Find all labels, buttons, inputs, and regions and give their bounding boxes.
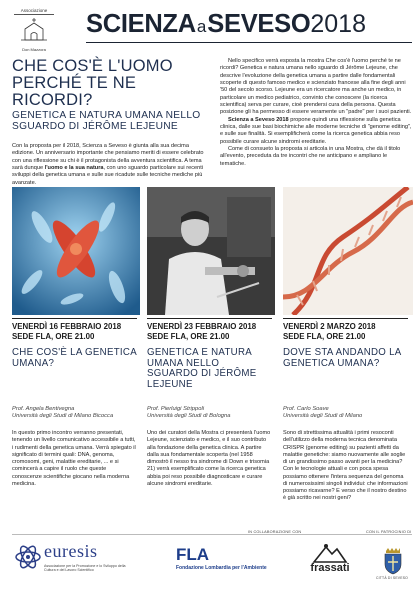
title-seveso: SEVESO	[207, 10, 311, 38]
event-3	[283, 318, 408, 502]
intro-text: Con la proposta per il 2018, Scienza a Seveso è giunta alla sua decima edizione. Un anniversario importante che pensiamo meriti di essere celebrato con una riflessione su chi è il protagonista della avventura scientifica. A tema sarà dunque	[12, 143, 204, 172]
description-p2	[220, 117, 412, 146]
intro-bold: l'uomo e la sua natura	[44, 165, 104, 172]
description-p1: Nello specifico verrà esposta la mostra Che cos'è l'uomo perché te ne ricordi? Genetica e natura umana nello sguardo di Jérôme Lejeune, che descrive l'evoluzione della genetica umana a partire dalle fondamentali scoperte di questo famoso medico e scienziato francese alla fine degli anni '50 del secolo scorso. Lejeune era un ricercatore ma anche un medico, in particolare un medico pediatrico, convinto che conoscere (la ricerca scientifica) serva per curare, cioè prendersi cura della persona. Questa posizione gli ha permesso di essere veramente un "padre" per i suoi pazienti.	[220, 58, 412, 116]
frassati-logo	[300, 543, 360, 583]
event-2	[147, 318, 272, 487]
intro-paragraph	[12, 143, 208, 187]
comune-label: CITTÀ DI SEVESO	[376, 576, 409, 580]
title-rule	[86, 42, 412, 43]
event-2-speaker	[147, 406, 230, 420]
frassati-name: frassati	[310, 562, 350, 574]
fla-name: FLA	[176, 545, 210, 564]
event-title	[86, 10, 366, 39]
association-name: Don Mazzora	[22, 47, 46, 52]
event-3-speaker-name: Prof. Carlo Soave	[283, 406, 329, 412]
event-2-date	[147, 318, 272, 341]
title-year: 2018	[310, 10, 366, 38]
description-p2-bold: Scienza a Seveso 2018	[228, 116, 289, 123]
fla-logo	[176, 545, 276, 579]
footer-rule	[12, 534, 412, 535]
event-3-affiliation: Università degli Studi di Milano	[283, 413, 363, 420]
description-p2-text: propone quindi una riflessione sulla genetica clinica, dalle sue basi biochimiche alle moderne tecniche di "genome editing", e sulle sue finalità. Si esemplificherà come la ricerca genetica abbia reso possibile curare alcune sindromi ereditarie.	[220, 116, 412, 145]
event-3-day: VENERDÌ 2 MARZO 2018	[283, 322, 376, 331]
description-p3: Come di consueto la proposta si articola in una Mostra, che dà il titolo all'evento, preceduta da tre incontri che ne anticipano e ampliano le tematiche.	[220, 146, 401, 167]
mountain-climber-icon	[312, 543, 348, 563]
headline: CHE COS'È L'UOMO PERCHÉ TE NE RICORDI?	[12, 57, 173, 109]
event-3-date	[283, 318, 408, 341]
collab-label: IN COLLABORAZIONE CON	[248, 530, 302, 534]
dna-helix-image	[283, 187, 413, 315]
euresis-icon	[14, 543, 42, 571]
lejeune-photo	[147, 187, 275, 315]
patronage-label: CON IL PATROCINIO DI	[366, 530, 412, 534]
subheadline: GENETICA E NATURA UMANA NELLO SGUARDO DI JÉRÔME LEJEUNE	[12, 110, 201, 132]
event-3-place: SEDE FLA, ORE 21.00	[283, 331, 366, 341]
event-3-description: Sono di strettissima attualità i primi resoconti dell'utilizzo della moderna tecnica denominata CRISPR (genome editing) su pazienti affetti da malattie genetiche: siamo nuovamente alle soglie di un grandissimo passo avanti per la medicina? Con le tecnologie attuali e con poca spesa possiamo ottenere l'intera sequenza del genoma di numerosissimi singoli individui: che informazioni possiamo ricavarne? E verso che il nostro destino è già scritto nei nostri geni?	[283, 430, 408, 502]
event-2-place: SEDE FLA, ORE 21.00	[147, 331, 230, 341]
coat-of-arms-icon	[378, 547, 408, 575]
event-1-title: CHE COS'È LA GENETICA UMANA?	[12, 347, 137, 369]
fla-subtitle: Fondazione Lombardia per l'Ambiente	[176, 565, 267, 571]
event-2-description: Uno dei curatori della Mostra ci presenterà l'uomo Lejeune, scienziato e medico, e il suo contributo alla fondazione della genetica clinica. A partire dalla sua fondamentale scoperta (nel 1958 dimostrò il nesso tra sindrome di Down e trisomia 21) verrà esemplificato come la ricerca genetica abbia poi reso possibile diagnosticare e curare alcune sindromi ereditarie.	[147, 430, 271, 487]
event-3-speaker	[283, 406, 362, 420]
event-2-affiliation: Università degli Studi di Bologna	[147, 413, 231, 420]
association-logo	[14, 8, 54, 52]
event-1-description: In questo primo incontro verranno presentati, tenendo un livello comunicativo accessibile a tutti, i rudimenti della genetica umana. Verrà spiegato il significato di termini quali: DNA, genoma, cromosomi, geni, malattie ereditarie, ... e si comincerà a capire il ruolo che queste conoscenze scientifiche giocano nella moderna medicina.	[12, 430, 136, 487]
church-icon	[19, 17, 49, 41]
event-1-speaker-name: Prof. Angela Bentivegna	[12, 406, 75, 412]
euresis-subtitle: Associazione per la Promozione e lo Sviluppo della Cultura e del Lavoro Scientifico	[44, 564, 126, 573]
event-3-title: DOVE STA ANDANDO LA GENETICA UMANA?	[283, 347, 402, 369]
association-label: Associazione	[14, 8, 54, 15]
event-2-speaker-name: Prof. Pierluigi Strippoli	[147, 406, 205, 412]
event-1-speaker	[12, 406, 113, 420]
event-2-day: VENERDÌ 23 FEBBRAIO 2018	[147, 322, 257, 331]
title-a: a	[196, 17, 207, 36]
event-1-affiliation: Università degli Studi di Milano Bicocca	[12, 413, 114, 420]
euresis-name: euresis	[44, 541, 98, 561]
event-2-title: GENETICA E NATURA UMANA NELLO SGUARDO DI JÉRÔME LEJEUNE	[147, 347, 257, 390]
event-1-place: SEDE FLA, ORE 21.00	[12, 331, 95, 341]
title-scienza: SCIENZA	[86, 10, 196, 38]
description-column	[220, 58, 412, 168]
event-1-day: VENERDÌ 16 FEBBRAIO 2018	[12, 322, 122, 331]
euresis-logo	[14, 541, 134, 581]
intro-end: , con uno sguardo particolare sui recenti sviluppi della genetica umana e sulle sue ricadute sulle tecniche mediche più avanzate.	[12, 165, 204, 186]
seveso-coat-of-arms	[378, 547, 408, 581]
chromosomes-image	[12, 187, 140, 315]
event-1	[12, 318, 137, 487]
event-1-date	[12, 318, 137, 341]
